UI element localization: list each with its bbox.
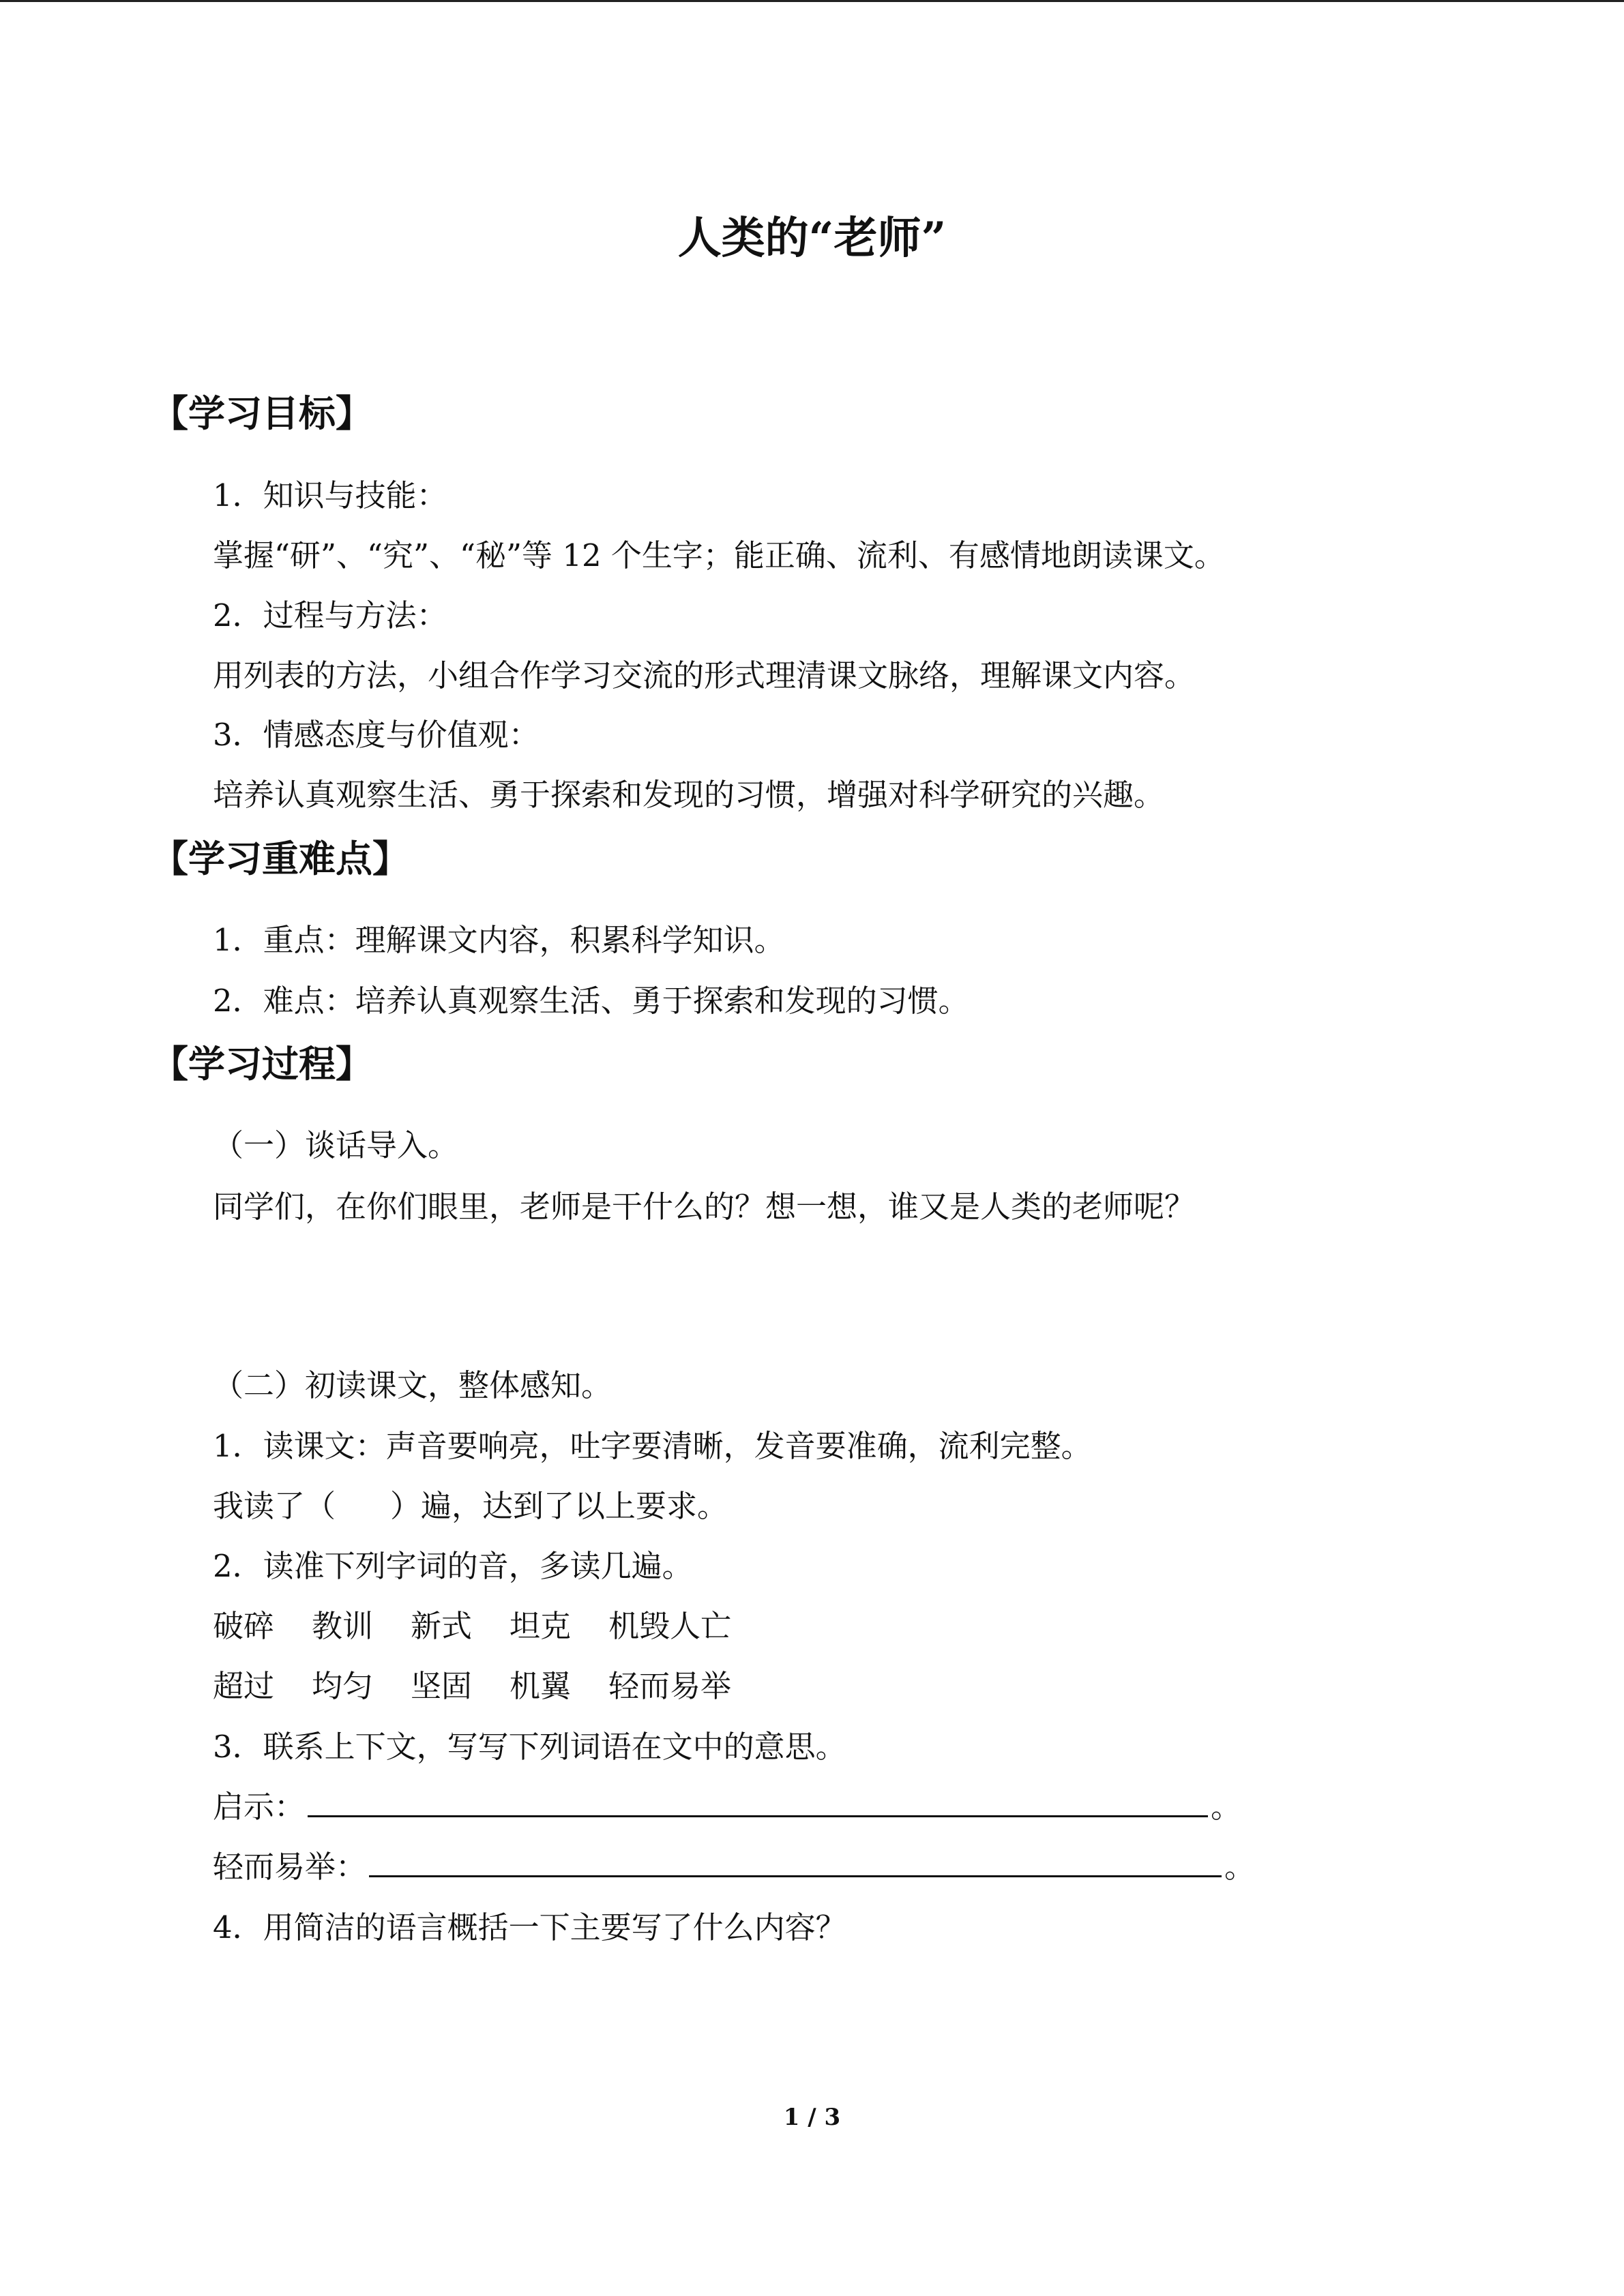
question-4: 4．用简洁的语言概括一下主要写了什么内容？: [213, 1909, 846, 1945]
term-1-answer-blank[interactable]: [308, 1785, 1208, 1817]
keypoint-line-2: 2．难点：培养认真观察生活、勇于探索和发现的习惯。: [213, 983, 969, 1019]
question-2: 2．读准下列字词的音，多读几遍。: [213, 1548, 693, 1584]
word-item: 新式: [411, 1608, 473, 1644]
word-item: 破碎: [213, 1608, 275, 1644]
goal-line-2: 掌握“研”、“究”、“秘”等 12 个生字；能正确、流利、有感情地朗读课文。: [213, 537, 1225, 573]
word-item: 坚固: [411, 1668, 473, 1704]
part1-text: 同学们，在你们眼里，老师是干什么的？想一想，谁又是人类的老师呢？: [213, 1189, 1196, 1225]
word-item: 机翼: [510, 1668, 572, 1704]
part2-title: （二）初读课文，整体感知。: [213, 1367, 612, 1403]
word-item: 超过: [213, 1668, 275, 1704]
term-1-line: [213, 1783, 1241, 1831]
read-count-prefix: 我读了（: [213, 1488, 336, 1524]
term-2-answer-blank[interactable]: [369, 1845, 1222, 1877]
goal-line-1: 1．知识与技能：: [213, 477, 447, 513]
word-item: 轻而易举: [608, 1668, 732, 1704]
page-title: 人类的“老师”: [677, 213, 947, 264]
heading-key-points: 【学习重难点】: [151, 837, 409, 880]
page-number: 1 / 3: [783, 2104, 841, 2131]
goal-line-4: 用列表的方法，小组合作学习交流的形式理清课文脉络，理解课文内容。: [213, 657, 1196, 694]
word-row-2: [213, 1663, 769, 1710]
word-item: 教训: [312, 1608, 374, 1644]
word-item: 均匀: [312, 1668, 374, 1704]
term-2-period: 。: [1224, 1849, 1256, 1885]
part1-title: （一）谈话导入。: [213, 1127, 459, 1163]
term-2-line: [213, 1843, 1255, 1891]
goal-line-6: 培养认真观察生活、勇于探索和发现的习惯，增强对科学研究的兴趣。: [213, 777, 1165, 813]
question-3: 3．联系上下文，写写下列词语在文中的意思。: [213, 1729, 846, 1765]
term-2-label: 轻而易举：: [213, 1849, 367, 1885]
word-item: 坦克: [510, 1608, 572, 1644]
goal-line-5: 3．情感态度与价值观：: [213, 717, 540, 753]
top-border-line: [0, 0, 1624, 2]
heading-learning-process: 【学习过程】: [151, 1042, 372, 1086]
word-item: 机毁人亡: [608, 1608, 732, 1644]
read-count-suffix: ）遍，达到了以上要求。: [390, 1488, 728, 1524]
term-1-period: 。: [1211, 1789, 1242, 1825]
term-1-label: 启示：: [213, 1789, 306, 1825]
read-count-line: [213, 1482, 728, 1530]
keypoint-line-1: 1．重点：理解课文内容，积累科学知识。: [213, 922, 785, 958]
word-row-1: [213, 1602, 769, 1650]
heading-learning-goals: 【学习目标】: [151, 391, 372, 435]
question-1: 1．读课文：声音要响亮，吐字要清晰，发音要准确，流利完整。: [213, 1428, 1092, 1464]
goal-line-3: 2．过程与方法：: [213, 597, 447, 633]
